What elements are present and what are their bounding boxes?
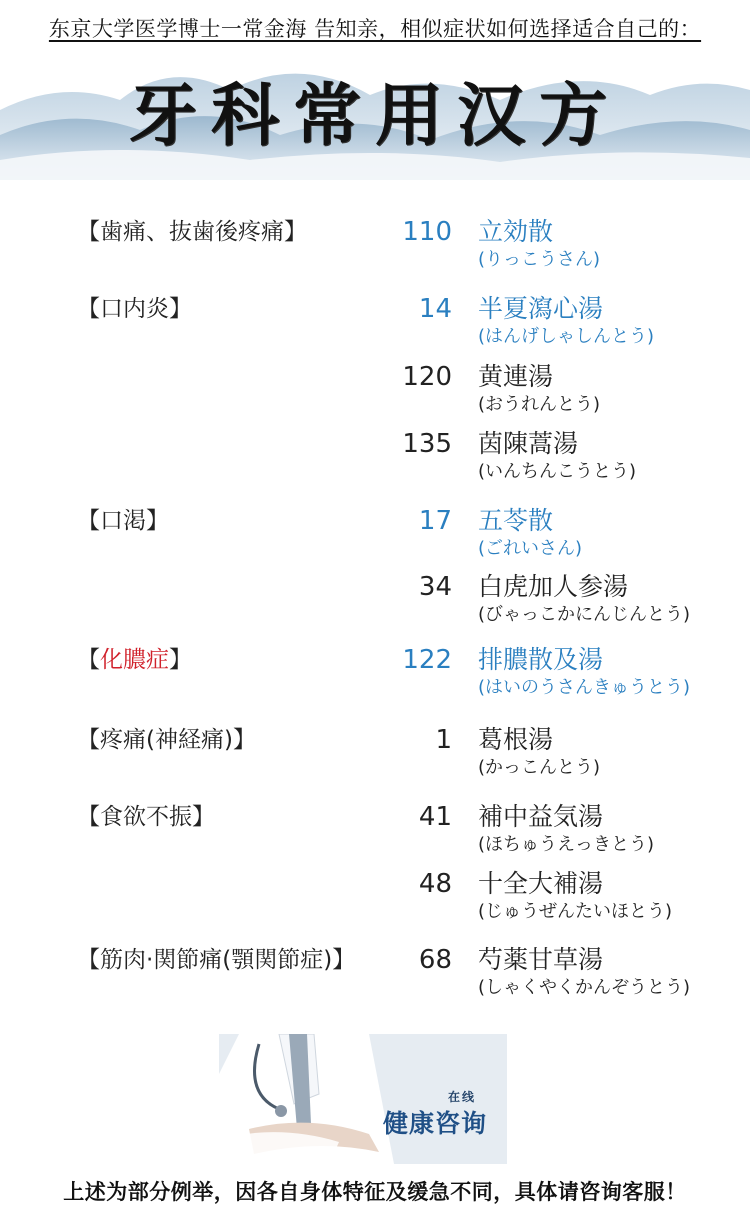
symptom-category: 【口内炎】 [77,296,192,322]
formula-number: 68 [418,945,452,975]
formula-name: 排膿散及湯 [478,645,604,674]
formula-row [0,505,750,565]
formula-row [0,361,750,421]
formula-reading: (ごれいさん) [478,538,583,559]
symptom-category: 【疼痛(神経痛)】 [77,727,256,753]
consult-small-label: 在线 [448,1090,477,1104]
formula-row [0,868,750,928]
formula-reading: (はいのうさんきゅうとう) [478,677,691,698]
formula-row [0,644,750,704]
formula-name: 補中益気湯 [478,802,604,831]
formula-number: 122 [402,645,452,675]
formula-reading: (かっこんとう) [478,757,601,778]
formula-row [0,293,750,353]
formula-row [0,724,750,784]
formula-number: 1 [435,725,452,755]
formula-reading: (りっこうさん) [478,249,601,270]
formula-row [0,801,750,861]
formula-reading: (いんちんこうとう) [478,461,637,482]
formula-row [0,428,750,488]
formula-name: 十全大補湯 [478,869,604,898]
formula-name: 芍薬甘草湯 [478,945,604,974]
category-bracket-close: 】 [169,647,192,673]
symptom-category [77,644,192,676]
formula-name: 黄連湯 [478,362,554,391]
formula-number: 34 [418,572,452,602]
banner [0,50,750,180]
consult-label[interactable]: 健康咨询 [383,1109,488,1138]
formula-number: 135 [402,429,452,459]
formula-number: 120 [402,362,452,392]
formula-name: 立効散 [478,217,554,246]
symptom-category: 【筋肉·関節痛(顎関節症)】 [77,947,356,973]
category-bracket-open: 【 [77,647,100,673]
symptom-category: 【歯痛、抜歯後疼痛】 [77,219,307,245]
formula-number: 14 [418,294,452,324]
formula-reading: (はんげしゃしんとう) [478,326,655,347]
symptom-category: 【食欲不振】 [77,804,215,830]
formula-number: 41 [418,802,452,832]
category-highlight-text: 化膿症 [100,647,169,673]
formula-name: 葛根湯 [478,725,554,754]
formula-reading: (ほちゅうえっきとう) [478,834,655,855]
formula-number: 110 [402,217,452,247]
formula-name: 五苓散 [478,506,554,535]
header-link-text[interactable]: 东京大学医学博士一常金海 告知亲，相似症状如何选择适合自己的： [48,17,702,41]
banner-title: 牙科常用汉方 [128,76,621,156]
formula-row [0,944,750,1004]
formula-reading: (おうれんとう) [478,394,601,415]
formula-reading: (びゃっこかにんじんとう) [478,604,691,625]
formula-reading: (じゅうぜんたいほとう) [478,901,673,922]
formula-row [0,216,750,276]
formula-name: 白虎加人参湯 [478,572,629,601]
formula-number: 17 [418,506,452,536]
formula-name: 茵陳蒿湯 [478,429,579,458]
footer-note: 上述为部分例举，因各自身体特征及缓急不同，具体请咨询客服！ [63,1179,687,1204]
formula-name: 半夏瀉心湯 [478,294,604,323]
formula-number: 48 [418,869,452,899]
symptom-category: 【口渇】 [77,508,169,534]
formula-row [0,571,750,631]
formula-reading: (しゃくやくかんぞうとう) [478,977,691,998]
